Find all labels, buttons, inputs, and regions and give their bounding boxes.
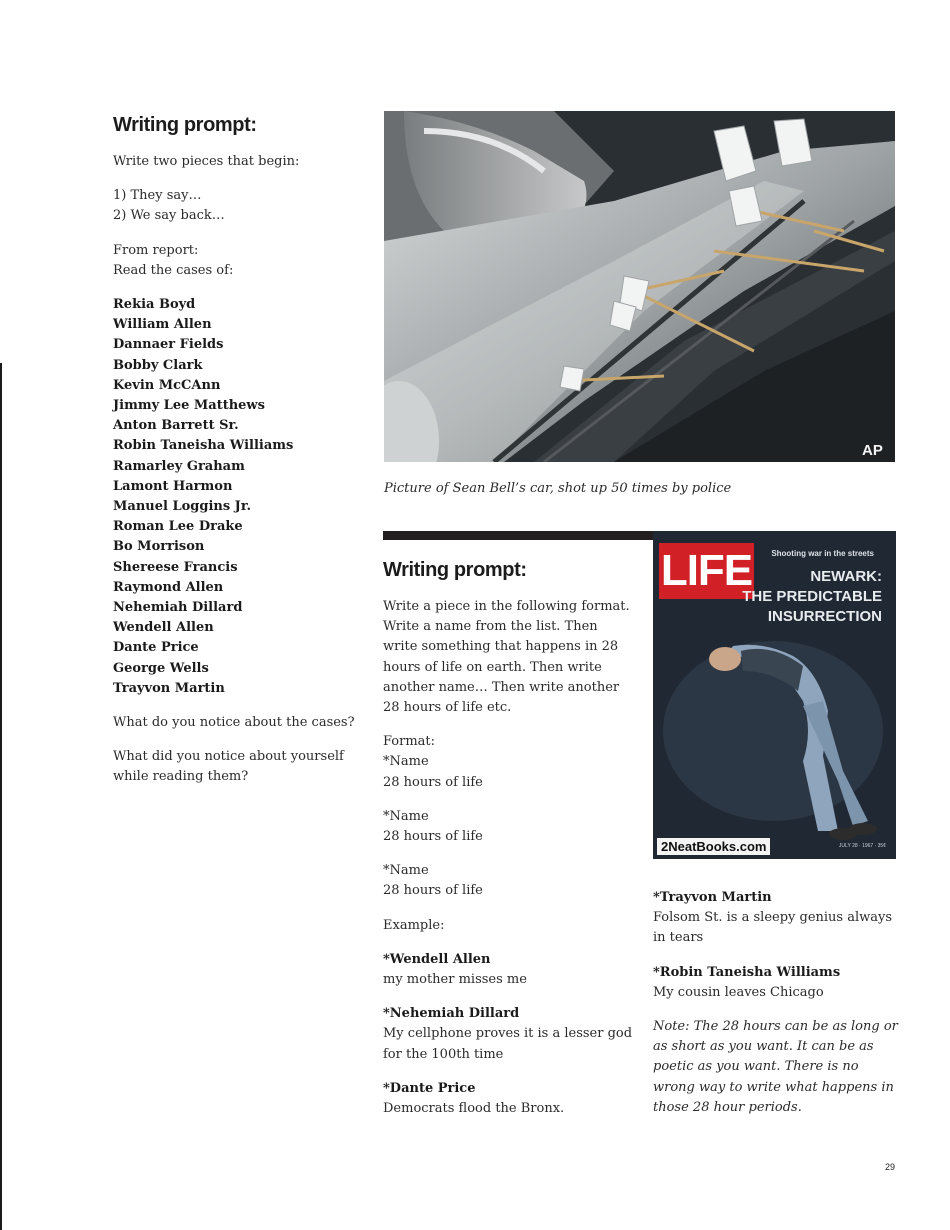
case-name: Nehemiah Dillard (113, 600, 243, 616)
example-text: My cellphone proves it is a lesser god for the 100th time (383, 1026, 633, 1062)
cover-headline (742, 567, 882, 627)
case-name: William Allen (113, 317, 212, 333)
format-instructions: Write a piece in the following format. Write a name from the list. Then write something that happens in 28 hours of life on earth. Then write another name… Then write another 28 hours of life etc. (383, 599, 630, 716)
example-entry (383, 1079, 633, 1119)
cover-headline-line: INSURRECTION (767, 608, 882, 625)
prompt-heading: Writing prompt: (113, 114, 257, 136)
case-name: Ramarley Graham (113, 458, 245, 474)
case-name: Bobby Clark (113, 357, 203, 373)
case-name: Jimmy Lee Matthews (113, 398, 265, 414)
right-column (653, 888, 901, 1131)
case-names-list (113, 295, 363, 699)
case-name: Trayvon Martin (113, 680, 225, 696)
prompt-heading-2: Writing prompt: (383, 559, 527, 581)
sean-bell-car-photo (384, 111, 895, 462)
question-cases: What do you notice about the cases? (113, 715, 355, 731)
life-magazine-cover (653, 531, 896, 859)
example-entry (653, 888, 901, 949)
format-line: 28 hours of life (383, 774, 483, 790)
report-line: Read the cases of: (113, 262, 234, 278)
question-self: What did you notice about yourself while reading them? (113, 749, 344, 785)
example-text: my mother misses me (383, 972, 527, 988)
example-label: Example: (383, 917, 445, 933)
case-name: Roman Lee Drake (113, 519, 243, 535)
format-line: 28 hours of life (383, 883, 483, 899)
note-text: Note: The 28 hours can be as long or as short as you want. It can be as poetic as you want. There is no wrong way to write what happens in those 28 hour periods. (653, 1019, 898, 1115)
case-name: Bo Morrison (113, 539, 205, 555)
case-name: Dannaer Fields (113, 337, 224, 353)
case-name: Anton Barrett Sr. (113, 418, 239, 434)
margin-rule (0, 363, 2, 1230)
cover-kicker: Shooting war in the streets (771, 549, 874, 558)
photo-watermark: AP (862, 442, 883, 459)
case-name: Manuel Loggins Jr. (113, 499, 252, 515)
example-name: *Trayvon Martin (653, 890, 772, 905)
page-number: 29 (885, 1162, 896, 1172)
format-block (383, 732, 633, 793)
report-lines (113, 241, 363, 281)
case-name: George Wells (113, 660, 209, 676)
case-name: Lamont Harmon (113, 478, 233, 494)
example-text: Folsom St. is a sleepy genius always in tears (653, 910, 893, 946)
format-name: *Name (383, 808, 429, 824)
format-block (383, 807, 633, 847)
example-entry (383, 950, 633, 990)
example-entry (653, 963, 901, 1003)
photo-caption: Picture of Sean Bell’s car, shot up 50 times by police (384, 481, 732, 496)
prompt-items (113, 186, 363, 226)
case-name: Rekia Boyd (113, 297, 196, 313)
report-line: From report: (113, 242, 199, 258)
middle-column (383, 557, 633, 1133)
cover-site-label: 2NeatBooks.com (657, 838, 770, 855)
cover-headline-line: THE PREDICTABLE (742, 588, 882, 605)
example-name: *Wendell Allen (383, 951, 491, 967)
case-name: Shereese Francis (113, 559, 238, 575)
example-name: *Robin Taneisha Williams (653, 964, 841, 980)
cover-headline-line: NEWARK: (810, 568, 882, 585)
car-photo-image (384, 111, 895, 462)
example-text: My cousin leaves Chicago (653, 984, 824, 1000)
format-line: 28 hours of life (383, 829, 483, 845)
prompt-intro: Write two pieces that begin: (113, 154, 300, 169)
case-name: Dante Price (113, 640, 199, 656)
format-block (383, 861, 633, 901)
cover-date: JULY 28 · 1967 · 35¢ (838, 843, 886, 849)
case-name: Kevin McCAnn (113, 377, 221, 393)
example-text: Democrats flood the Bronx. (383, 1101, 565, 1117)
left-column (113, 112, 363, 802)
format-name: *Name (383, 863, 429, 879)
case-name: Robin Taneisha Williams (113, 438, 294, 454)
example-name: *Dante Price (383, 1080, 476, 1096)
life-logo: LIFE (659, 543, 754, 599)
format-name: *Name (383, 754, 429, 770)
case-name: Raymond Allen (113, 579, 224, 595)
example-entry (383, 1004, 633, 1065)
example-name: *Nehemiah Dillard (383, 1006, 520, 1022)
prompt-item: 2) We say back… (113, 208, 225, 224)
format-label: Format: (383, 734, 436, 750)
prompt-item: 1) They say… (113, 188, 202, 204)
case-name: Wendell Allen (113, 620, 214, 636)
